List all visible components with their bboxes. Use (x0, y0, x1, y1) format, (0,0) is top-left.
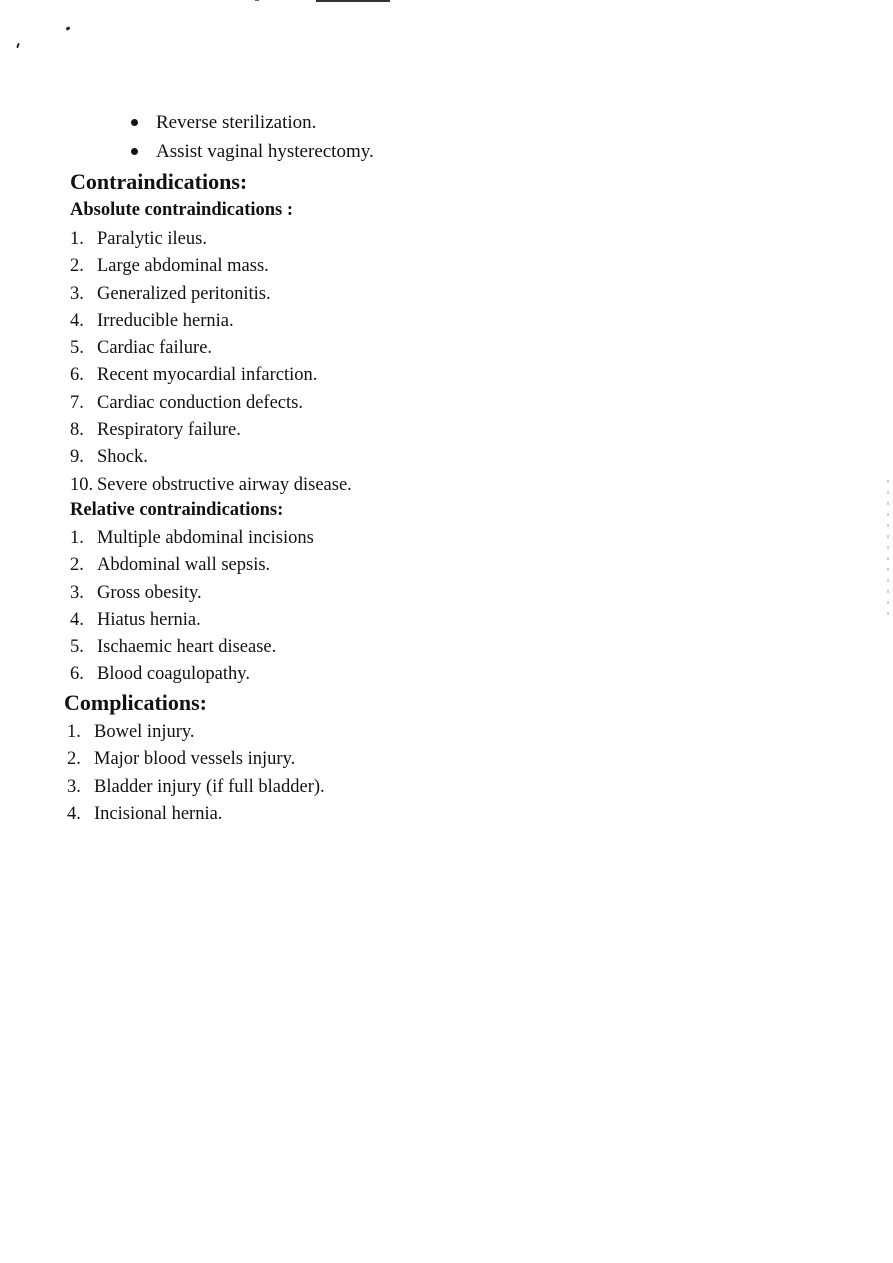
bullet-text: Assist vaginal hysterectomy. (156, 141, 374, 162)
item-text: Shock. (97, 447, 148, 468)
list-item (70, 580, 314, 607)
item-number: 5. (70, 637, 84, 658)
item-text: Bladder injury (if full bladder). (94, 776, 325, 797)
item-text: Recent myocardial infarction. (97, 365, 318, 386)
item-number: 5. (70, 338, 84, 359)
item-number: 7. (70, 392, 84, 413)
item-text: Severe obstructive airway disease. (97, 474, 352, 495)
item-number: 10. (70, 474, 94, 495)
item-number: 3. (67, 776, 81, 797)
list-item (70, 226, 352, 253)
list-item (67, 774, 325, 801)
relative-contraindications-list (70, 525, 314, 689)
list-item (70, 607, 314, 634)
item-text: Hiatus hernia. (97, 609, 201, 630)
item-text: Multiple abdominal incisions (97, 528, 314, 548)
bullet-item (131, 108, 374, 137)
bullet-text: Reverse sterilization. (156, 112, 317, 133)
item-number: 4. (70, 609, 84, 630)
item-text: Cardiac conduction defects. (97, 392, 303, 413)
list-item (70, 552, 314, 579)
scan-artifact-line (316, 0, 390, 2)
item-number: 1. (70, 528, 84, 548)
list-item (70, 472, 352, 499)
item-text: Incisional hernia. (94, 803, 223, 824)
item-number: 1. (67, 722, 81, 742)
item-text: Abdominal wall sepsis. (97, 555, 271, 576)
item-text: Gross obesity. (97, 582, 202, 603)
item-number: 3. (70, 582, 84, 603)
item-text: Irreducible hernia. (97, 310, 234, 331)
list-item (70, 661, 314, 688)
list-item (67, 719, 325, 746)
item-text: Respiratory failure. (97, 420, 241, 441)
item-number: 3. (70, 283, 84, 304)
item-text: Ischaemic heart disease. (97, 637, 277, 658)
bullet-icon (131, 148, 138, 155)
item-text: Paralytic ileus. (97, 229, 207, 249)
item-text: Blood coagulopathy. (97, 664, 250, 685)
complications-list (67, 719, 325, 828)
item-number: 4. (67, 803, 81, 824)
list-item (70, 281, 352, 308)
item-number: 6. (70, 365, 84, 386)
item-number: 4. (70, 310, 84, 331)
bullet-icon (131, 119, 138, 126)
absolute-contraindications-list (70, 226, 352, 499)
list-item (67, 801, 325, 828)
scan-edge-marks (887, 480, 889, 615)
list-item (70, 253, 352, 280)
list-item (70, 390, 352, 417)
item-text: Cardiac failure. (97, 338, 213, 359)
bullet-item (131, 137, 374, 166)
item-text: Bowel injury. (94, 722, 195, 742)
scan-artifact (255, 0, 259, 1)
item-number: 9. (70, 447, 84, 468)
scan-speck (66, 26, 71, 31)
relative-contraindications-heading: Relative contraindications: (70, 500, 284, 520)
item-number: 2. (67, 749, 81, 770)
scan-speck (16, 43, 20, 48)
item-number: 6. (70, 664, 84, 685)
complications-heading: Complications: (64, 690, 207, 715)
list-item (70, 335, 352, 362)
item-number: 2. (70, 555, 84, 576)
list-item (70, 444, 352, 471)
contraindications-heading: Contraindications: (70, 169, 248, 194)
list-item (70, 362, 352, 389)
list-item (70, 634, 314, 661)
list-item (70, 525, 314, 552)
list-item (67, 746, 325, 773)
item-text: Generalized peritonitis. (97, 283, 271, 304)
item-number: 1. (70, 229, 84, 249)
list-item (70, 308, 352, 335)
list-item (70, 417, 352, 444)
item-text: Major blood vessels injury. (94, 749, 296, 770)
item-number: 8. (70, 420, 84, 441)
absolute-contraindications-heading: Absolute contraindications : (70, 200, 294, 220)
item-text: Large abdominal mass. (97, 256, 269, 277)
item-number: 2. (70, 256, 84, 277)
indications-bullet-list (131, 108, 374, 166)
